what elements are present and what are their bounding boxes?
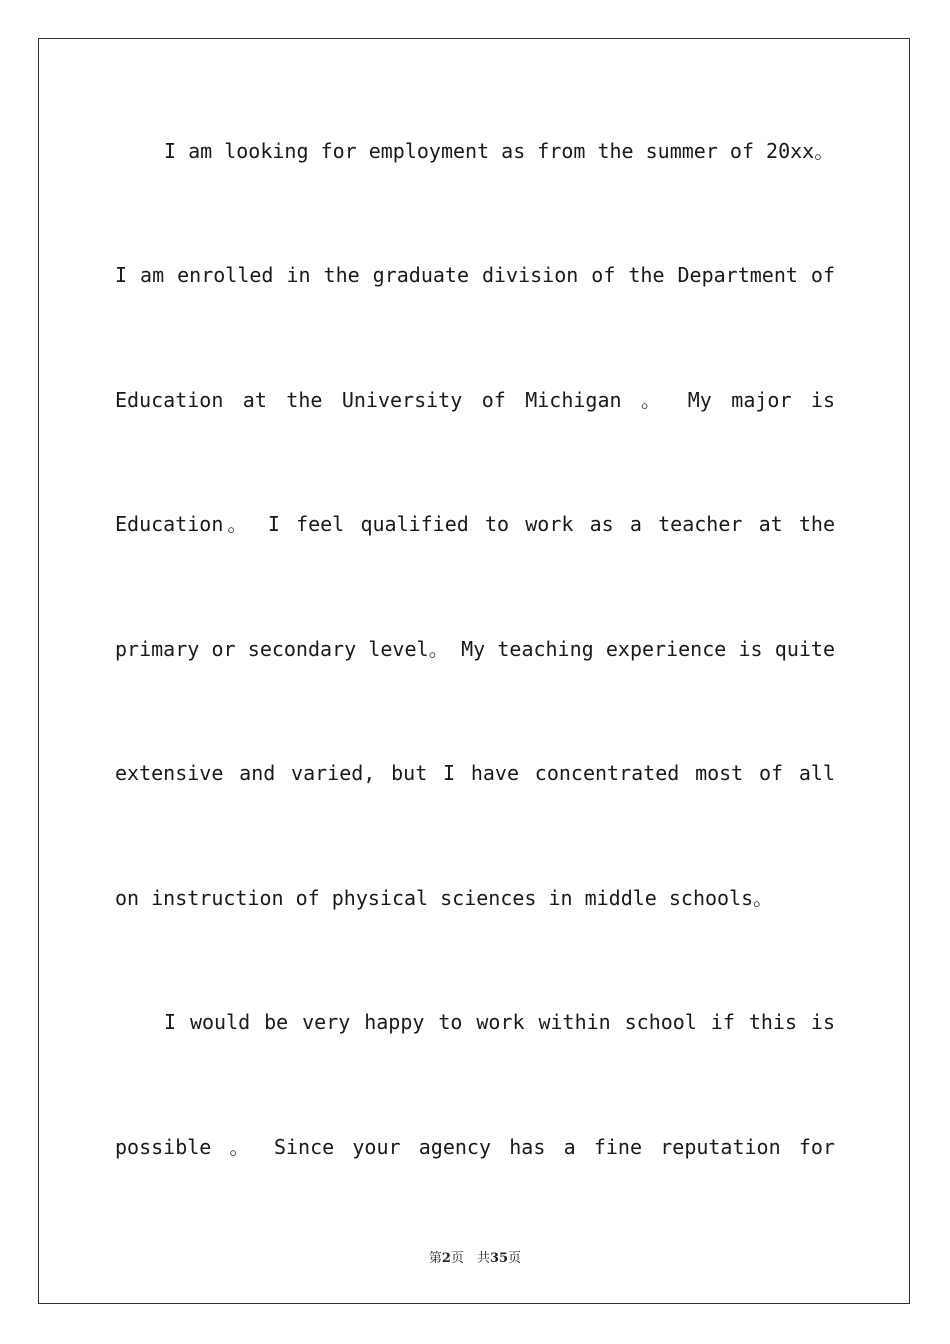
footer-mid: 页 共	[450, 1251, 490, 1266]
footer-total-pages: 35	[489, 1251, 509, 1266]
text-line-7: on instruction of physical sciences in middle schools。	[115, 886, 774, 910]
text-line-6: extensive and varied, but I have concentrated most of all	[115, 761, 835, 785]
text-line-5: primary or secondary level。 My teaching experience is quite	[115, 637, 835, 661]
text-line-2: I am enrolled in the graduate division of the Department of	[115, 263, 835, 287]
text-line-4: Education。 I feel qualified to work as a teacher at the	[115, 512, 835, 536]
page-border	[38, 38, 910, 1304]
page-number-footer	[0, 1247, 950, 1266]
footer-suffix: 页	[508, 1251, 522, 1266]
text-line-3: Education at the University of Michigan 。 My major is	[115, 388, 835, 412]
footer-current-page: 2	[441, 1251, 451, 1266]
footer-prefix: 第	[428, 1251, 442, 1266]
text-line-1: I am looking for employment as from the summer of 20xx。	[164, 139, 835, 163]
text-line-8: I would be very happy to work within school if this is	[164, 1010, 835, 1034]
text-line-9: possible 。 Since your agency has a fine reputation for	[115, 1135, 835, 1159]
